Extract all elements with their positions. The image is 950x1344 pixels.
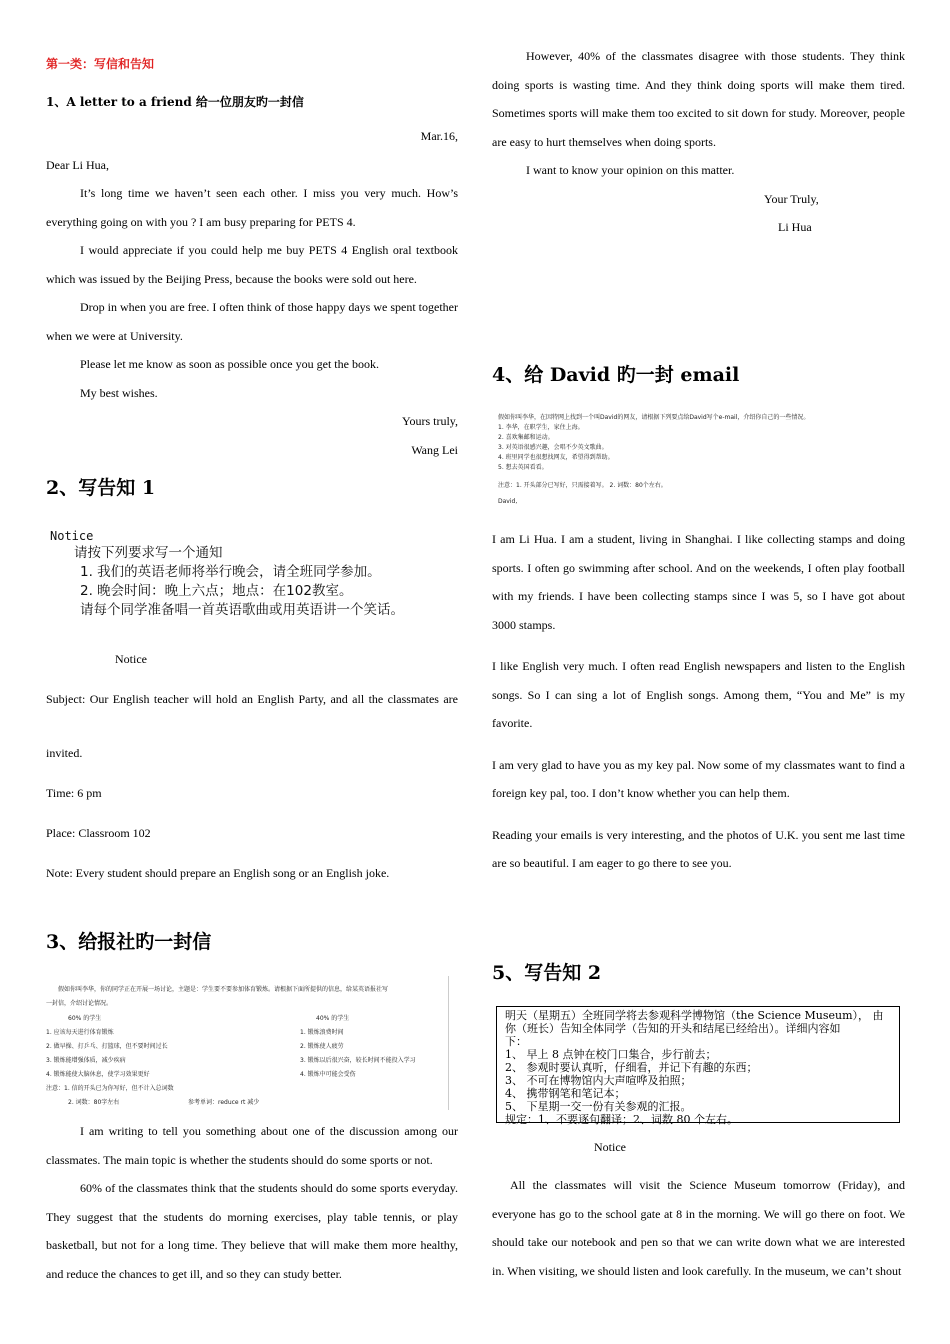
notice-place: Place: Classroom 102 xyxy=(46,826,151,840)
notice-task-box: 明天（星期五）全班同学将去参观科学博物馆（the Science Museum）， 由 你（班长）告知全体同学（告知的开头和结尾已经给出）。详细内容如 下： 1、 早上 8 点钟在校门口集合，步行前去； 2、 参观时要认真听，仔细看，并记下有趣的东西； 3、 不可在博物馆内大声喧哗及拍照； 4、 携带钢笔和笔记本； 5、 下星期一交一份有关参观的汇报。 规定：1、不要逐句翻译；2、词数 80 个左右。 xyxy=(496,1006,900,1123)
letter-paragraph: I want to know your opinion on this matter. xyxy=(526,163,735,177)
letter-paragraph: However, 40% of the classmates disagree with those students. They think doing sports is wasting time. And they think doing sports will make them tired. Sometimes sports will make them too excited to sit down for study. Moreover, people are easy to hurt themselves when doing sports. xyxy=(492,49,905,149)
section-2-title: 2、写告知 1 xyxy=(46,477,156,499)
letter-paragraph: It’s long time we haven’t seen each other. I miss you very much. How’s everything going on with you ? I am busy preparing for PETS 4. xyxy=(46,186,458,229)
letter-1 xyxy=(46,122,458,464)
email-paragraph: Reading your emails is very interesting, and the photos of U.K. you sent me last time are so beautiful. I am eager to go there to see you. xyxy=(492,827,905,870)
email-paragraph: I am Li Hua. I am a student, living in Shanghai. I like collecting stamps and doing sports. I often go swimming after school. And on the weekends, I often play football with my friends. I have been collecting stamps since I was 5, so I have got about 3000 stamps. xyxy=(492,532,905,632)
newspaper-task-image: 假如你叫李华，你的同学正在开展一场讨论，主题是：学生要不要参加体育锻炼。请根据下面所提供的信息，给某英语报社写 一封信，介绍讨论情况。 60% 的学生 40% 的学生 1. 应该每天进行体育锻炼 2. 做早操、打乒乓、打篮球，但不要时间过长 3. 锻炼能增强体质，减少疾病 4. 锻炼能使大脑休息，使学习效果更好 1. 锻炼浪费时间 2. 锻炼使人疲劳 3. 锻炼以后很兴奋，较长时间不能投入学习 4. 锻炼中可能会受伤 注意：1. 信的开头已为你写好，但不计入总词数 2. 词数：80字左右 参考单词：reduce rt 减少 xyxy=(46,976,449,1110)
notice-note: Note: Every student should prepare an English song or an English joke. xyxy=(46,866,390,880)
email-paragraph: I am very glad to have you as my key pal. Now some of my classmates want to find a foreign key pal, too. I don’t know whether you can help them. xyxy=(492,757,905,800)
letter-paragraph: I would appreciate if you could help me buy PETS 4 English oral textbook which was issued by the Beijing Press, because the books were sold out here. xyxy=(46,243,458,286)
letter-paragraph: Please let me know as soon as possible once you get the book. xyxy=(80,357,379,371)
letter-paragraph: Drop in when you are free. I often think of those happy days we spent together when we were at University. xyxy=(46,300,458,343)
section-3-title: 3、给报社旳一封信 xyxy=(46,931,212,953)
email-task-image: 假如你叫李华，在因特网上找到一个叫David的网友，请根据下列要点给David写个e-mail，介绍你自己的一些情况。 1. 李华，在职学生，家住上海。 2. 喜欢集邮和运动。 3. 对英语很感兴趣，会唱不少英文歌曲。 4. 班里同学也很想找网友，希望得到帮助。 5. 想去英国看看。 注意：1. 开头部分已写好，只需接着写。 2. 词数：80个左右。 David, xyxy=(498,414,810,505)
notice-invited: invited. xyxy=(46,746,83,760)
section-4-title: 4、给 David 旳一封 email xyxy=(492,364,740,386)
letter-date: Mar.16, xyxy=(420,129,458,143)
notice-2-title: Notice xyxy=(594,1140,626,1154)
notice-time: Time: 6 pm xyxy=(46,786,102,800)
email-paragraph: I like English very much. I often read English newspapers and listen to the English songs. So I can sing a lot of English songs. Among them, “You and Me” is my favorite. xyxy=(492,659,905,730)
notice-paragraph: All the classmates will visit the Science Museum tomorrow (Friday), and everyone has go to the school gate at 8 in the morning. We will go there on foot. We should take our notebook and pen so that we can write down what we are interested in. When visiting, we should listen and look carefully. In the museum, we can’t shout xyxy=(492,1178,905,1278)
category-heading: 第一类：写信和告知 xyxy=(46,57,155,71)
notice-subject: Subject: Our English teacher will hold an English Party, and all the classmates are xyxy=(46,692,458,706)
letter-signature: Wang Lei xyxy=(411,442,458,457)
notice-title: Notice xyxy=(115,652,147,666)
letter-closing: Your Truly, xyxy=(764,191,819,206)
section-5-title: 5、写告知 2 xyxy=(492,962,602,984)
notice-2-body xyxy=(492,1171,905,1285)
letter-paragraph: My best wishes. xyxy=(80,385,158,400)
section-1-title: 1、A letter to a friend 给一位朋友旳一封信 xyxy=(46,95,304,109)
notice-task-image: Notice 请按下列要求写一个通知 1. 我们的英语老师将举行晚会，请全班同学参加。 2. 晚会时间：晚上六点；地点：在102教室。 请每个同学准备唱一首英语歌曲或用英语讲一个笑话。 xyxy=(50,529,404,618)
newspaper-letter-continued xyxy=(492,42,905,242)
letter-closing: Yours truly, xyxy=(401,414,458,428)
letter-paragraph: I am writing to tell you something about one of the discussion among our classmates. The main topic is whether the students should do some sports or not. xyxy=(46,1124,458,1167)
letter-salutation: Dear Li Hua, xyxy=(46,157,109,172)
email-body xyxy=(492,525,905,878)
letter-signature: Li Hua xyxy=(778,220,812,234)
letter-paragraph: 60% of the classmates think that the students should do some sports everyday. They suggest that the students do morning exercises, play table tennis, or play basketball, but not for a long time. They believe that will make them more healthy, and reduce the chances to get ill, and so they can study better. xyxy=(46,1181,458,1281)
newspaper-letter-body xyxy=(46,1117,458,1288)
